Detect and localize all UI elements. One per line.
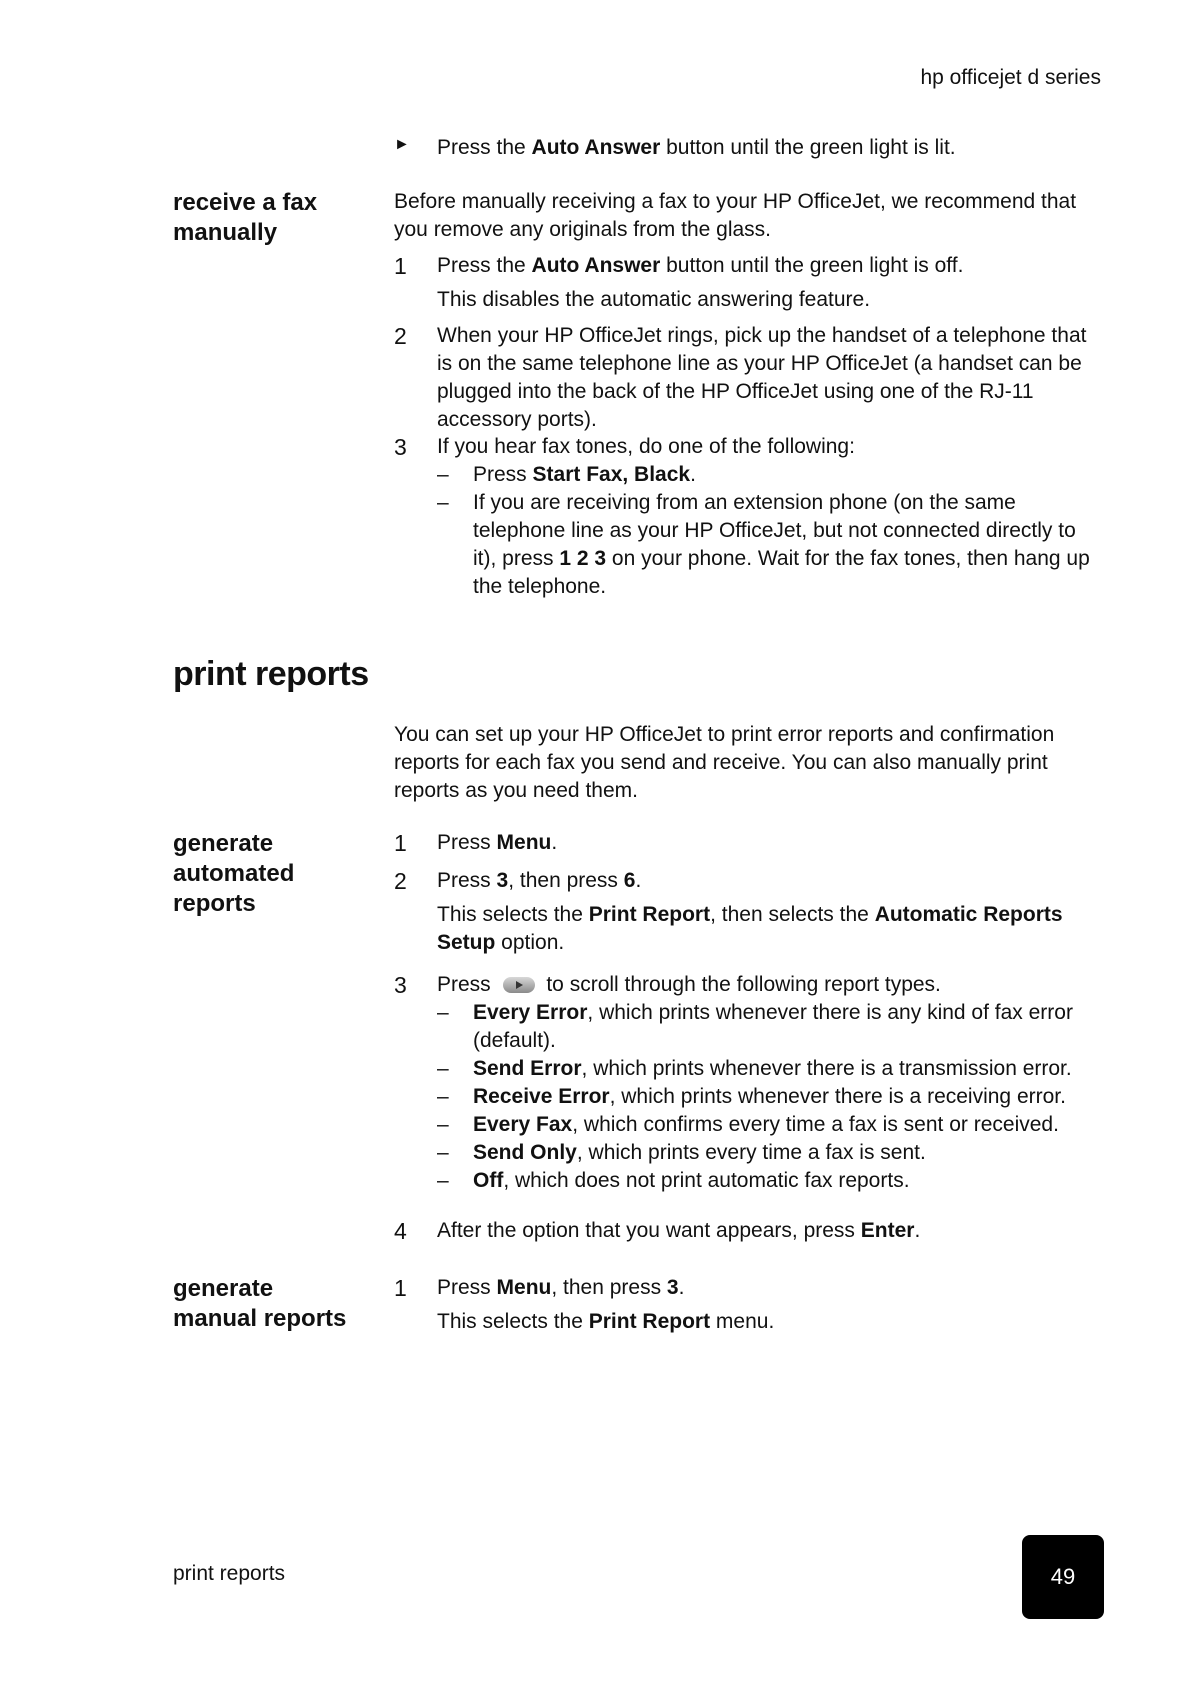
step-number: 2 (394, 323, 407, 349)
step-note: This selects the Print Report, then selects the Automatic Reports Setup option. (437, 903, 1063, 954)
auto-answer-bullet: Press the Auto Answer button until the green light is lit. (437, 136, 956, 159)
list-item: – Off, which does not print automatic fax reports. (437, 1169, 910, 1192)
auto-step-4: 4 After the option that you want appears, press Enter. (394, 1218, 921, 1244)
receive-fax-heading: receive a fax manually (173, 189, 318, 246)
step-number: 3 (394, 972, 407, 998)
running-header: hp officejet d series (920, 66, 1101, 89)
receive-step-1: 1 Press the Auto Answer button until the green light is off. This disables the automatic answering feature. (394, 252, 1104, 314)
step-note: This selects the Print Report menu. (437, 1310, 775, 1333)
step-note: This disables the automatic answering feature. (437, 288, 871, 311)
page-number: 49 (1022, 1535, 1104, 1619)
list-item: – Every Error, which prints whenever there is any kind of fax error (default). (437, 1001, 1073, 1052)
footer-section-label: print reports (173, 1562, 286, 1585)
step-text: When your HP OfficeJet rings, pick up the handset of a telephone that is on the same telephone line as your HP OfficeJet (a handset can be plugged into the back of the HP OfficeJet using one of the RJ-11 accessory ports). (437, 324, 1087, 431)
auto-step-3: 3 Press to scroll through the following report types. – Every Error, which prints whenever there is any kind of fax error (default). – Send Error, which prints whenever there is a transmission error. – Receive Error, which prints whenever there is a receiving error. – Every Fax, which confirms every time a fax is sent or received. – Send Only, which prints every time a fax is sent. – Off, which does not print automatic fax reports. (394, 971, 1104, 1195)
receive-step-3 (394, 433, 1104, 601)
print-reports-intro: You can set up your HP OfficeJet to print error reports and confirmation reports for each fax you send and receive. You can also manually print reports as you need them. (394, 723, 1055, 802)
list-item: – Receive Error, which prints whenever there is a receiving error. (437, 1085, 1066, 1108)
manual-reports-heading: generate manual reports (173, 1275, 347, 1332)
step-number: 3 (394, 434, 407, 460)
list-item: – If you are receiving from an extension phone (on the same telephone line as your HP OfficeJet, but not connected directly to it), press 1 2 3 on your phone. Wait for the fax tones, then hang up the telephone. (437, 491, 1090, 598)
step-number: 1 (394, 830, 407, 856)
list-item: – Send Only, which prints every time a fax is sent. (437, 1141, 926, 1164)
manual-step-1: 1 Press Menu, then press 3. This selects the Print Report menu. (394, 1274, 1104, 1336)
step-number: 4 (394, 1218, 407, 1244)
list-item: – Press Start Fax, Black. (437, 463, 696, 486)
bullet-arrow-icon: ► (394, 136, 410, 153)
auto-step-2: 2 Press 3, then press 6. This selects the Print Report, then selects the Automatic Reports Setup option. (394, 867, 1104, 957)
step-number: 2 (394, 868, 407, 894)
right-arrow-button-icon (503, 977, 535, 993)
step-text: If you hear fax tones, do one of the following: (437, 435, 855, 458)
step-number: 1 (394, 1275, 407, 1301)
list-item: – Every Fax, which confirms every time a fax is sent or received. (437, 1113, 1059, 1136)
auto-reports-heading: generate automated reports (173, 830, 295, 917)
receive-step-2 (394, 322, 1104, 434)
auto-step-1: 1 Press Menu. (394, 830, 558, 856)
receive-fax-intro: Before manually receiving a fax to your HP OfficeJet, we recommend that you remove any originals from the glass. (394, 190, 1077, 241)
section-title: print reports (173, 655, 369, 693)
list-item: – Send Error, which prints whenever there is a transmission error. (437, 1057, 1072, 1080)
step-number: 1 (394, 253, 407, 279)
